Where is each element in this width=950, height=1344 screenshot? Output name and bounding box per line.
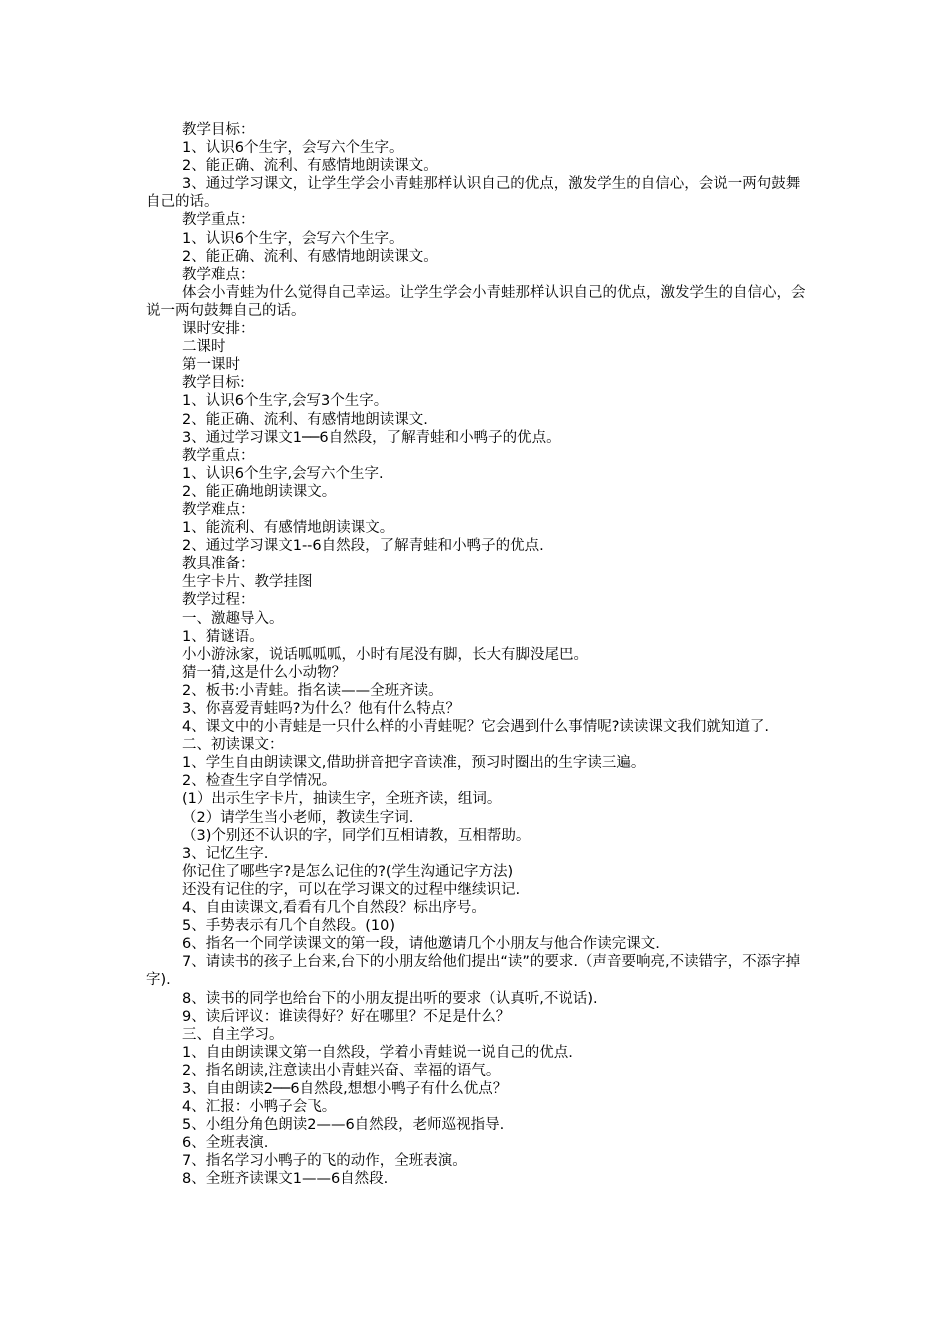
paragraph: （3)个别还不认识的字，同学们互相请教，互相帮助。 <box>182 827 531 844</box>
paragraph: 1、学生自由朗读课文,借助拼音把字音读准，预习时圈出的生字读三遍。 <box>182 755 646 772</box>
paragraph: 6、指名一个同学读课文的第一段，请他邀请几个小朋友与他合作读完课文. <box>182 936 660 953</box>
paragraph: 3、自由朗读2──6自然段,想想小鸭子有什么优点？ <box>182 1080 508 1097</box>
paragraph: 1、认识6个生字,会写3个生字。 <box>182 393 389 410</box>
paragraph: 2、指名朗读,注意读出小青蛙兴奋、幸福的语气。 <box>182 1062 501 1079</box>
paragraph: 猜一猜,这是什么小动物？ <box>182 664 347 681</box>
paragraph: 课时安排： <box>182 321 255 338</box>
paragraph: 9、读后评议：谁读得好？好在哪里？不足是什么？ <box>182 1008 511 1025</box>
paragraph: 二、初读课文： <box>182 737 284 754</box>
paragraph: 8、全班齐读课文1——6自然段. <box>182 1171 389 1188</box>
paragraph: 体会小青蛙为什么觉得自己幸运。让学生学会小青蛙那样认识自己的优点，激发学生的自信心，会说一两句鼓舞自己的话。 <box>146 284 806 319</box>
paragraph: 3、你喜爱青蛙吗?为什么？他有什么特点？ <box>182 701 460 717</box>
paragraph: 小小游泳家，说话呱呱呱，小时有尾没有脚，长大有脚没尾巴。 <box>182 646 588 663</box>
paragraph: 6、全班表演. <box>182 1135 269 1152</box>
paragraph: 3、通过学习课文，让学生学会小青蛙那样认识自己的优点，激发学生的自信心，会说一两句鼓舞自己的话。 <box>146 176 801 211</box>
paragraph: 7、请读书的孩子上台来,台下的小朋友给他们提出“读”的要求.（声音要响亮,不读错字，不添字掉字). <box>146 954 801 989</box>
paragraph: 1、认识6个生字，会写六个生字。 <box>182 140 404 157</box>
paragraph: 8、读书的同学也给台下的小朋友提出听的要求（认真听,不说话). <box>182 990 598 1007</box>
paragraph: 教学重点： <box>182 447 255 464</box>
paragraph: 1、认识6个生字,会写六个生字. <box>182 465 384 482</box>
paragraph: 1、认识6个生字，会写六个生字。 <box>182 230 404 247</box>
paragraph: 2、检查生字自学情况。 <box>182 773 337 790</box>
paragraph: 二课时 <box>182 339 226 356</box>
paragraph: 2、能正确地朗读课文。 <box>182 483 337 500</box>
paragraph: 1、自由朗读课文第一自然段，学着小青蛙说一说自己的优点. <box>182 1044 573 1061</box>
paragraph: 4、汇报：小鸭子会飞。 <box>182 1099 337 1116</box>
paragraph: 4、自由读课文,看看有几个自然段？标出序号。 <box>182 900 486 917</box>
paragraph: 5、小组分角色朗读2——6自然段，老师巡视指导. <box>182 1117 505 1134</box>
paragraph: 2、通过学习课文1--6自然段，了解青蛙和小鸭子的优点. <box>182 538 544 555</box>
paragraph: （2）请学生当小老师，教读生字词. <box>182 809 414 826</box>
paragraph: 教学过程： <box>182 592 255 609</box>
paragraph: 教学目标: <box>182 375 245 392</box>
paragraph: 教学难点： <box>182 501 255 518</box>
paragraph: 4、课文中的小青蛙是一只什么样的小青蛙呢？它会遇到什么事情呢?读读课文我们就知道了. <box>182 719 770 736</box>
paragraph: 5、手势表示有几个自然段。(10) <box>182 918 395 935</box>
paragraph: 第一课时 <box>182 357 240 374</box>
paragraph: 3、记忆生字. <box>182 845 269 862</box>
paragraph: 一、激趣导入。 <box>182 610 284 627</box>
paragraph: (1）出示生字卡片，抽读生字，全班齐读，组词。 <box>182 791 502 808</box>
paragraph: 你记住了哪些字?是怎么记住的?(学生沟通记字方法) <box>182 863 514 880</box>
paragraph: 2、板书:小青蛙。指名读——全班齐读。 <box>182 682 443 699</box>
paragraph: 教学难点： <box>182 266 255 283</box>
paragraph: 2、能正确、流利、有感情地朗读课文。 <box>182 248 438 265</box>
paragraph: 教具准备： <box>182 556 255 573</box>
paragraph: 生字卡片、教学挂图 <box>182 574 313 591</box>
paragraph: 三、自主学习。 <box>182 1026 284 1043</box>
document-body <box>146 121 810 1189</box>
paragraph: 教学目标： <box>182 122 255 138</box>
paragraph: 3、通过学习课文1──6自然段，了解青蛙和小鸭子的优点。 <box>182 429 561 446</box>
paragraph: 还没有记住的字，可以在学习课文的过程中继续识记. <box>182 881 521 898</box>
paragraph: 1、猜谜语。 <box>182 628 264 645</box>
paragraph: 教学重点： <box>182 212 255 229</box>
paragraph: 2、能正确、流利、有感情地朗读课文. <box>182 411 428 428</box>
paragraph: 2、能正确、流利、有感情地朗读课文。 <box>182 158 438 175</box>
paragraph: 1、能流利、有感情地朗读课文。 <box>182 520 395 537</box>
paragraph: 7、指名学习小鸭子的飞的动作，全班表演。 <box>182 1153 467 1170</box>
